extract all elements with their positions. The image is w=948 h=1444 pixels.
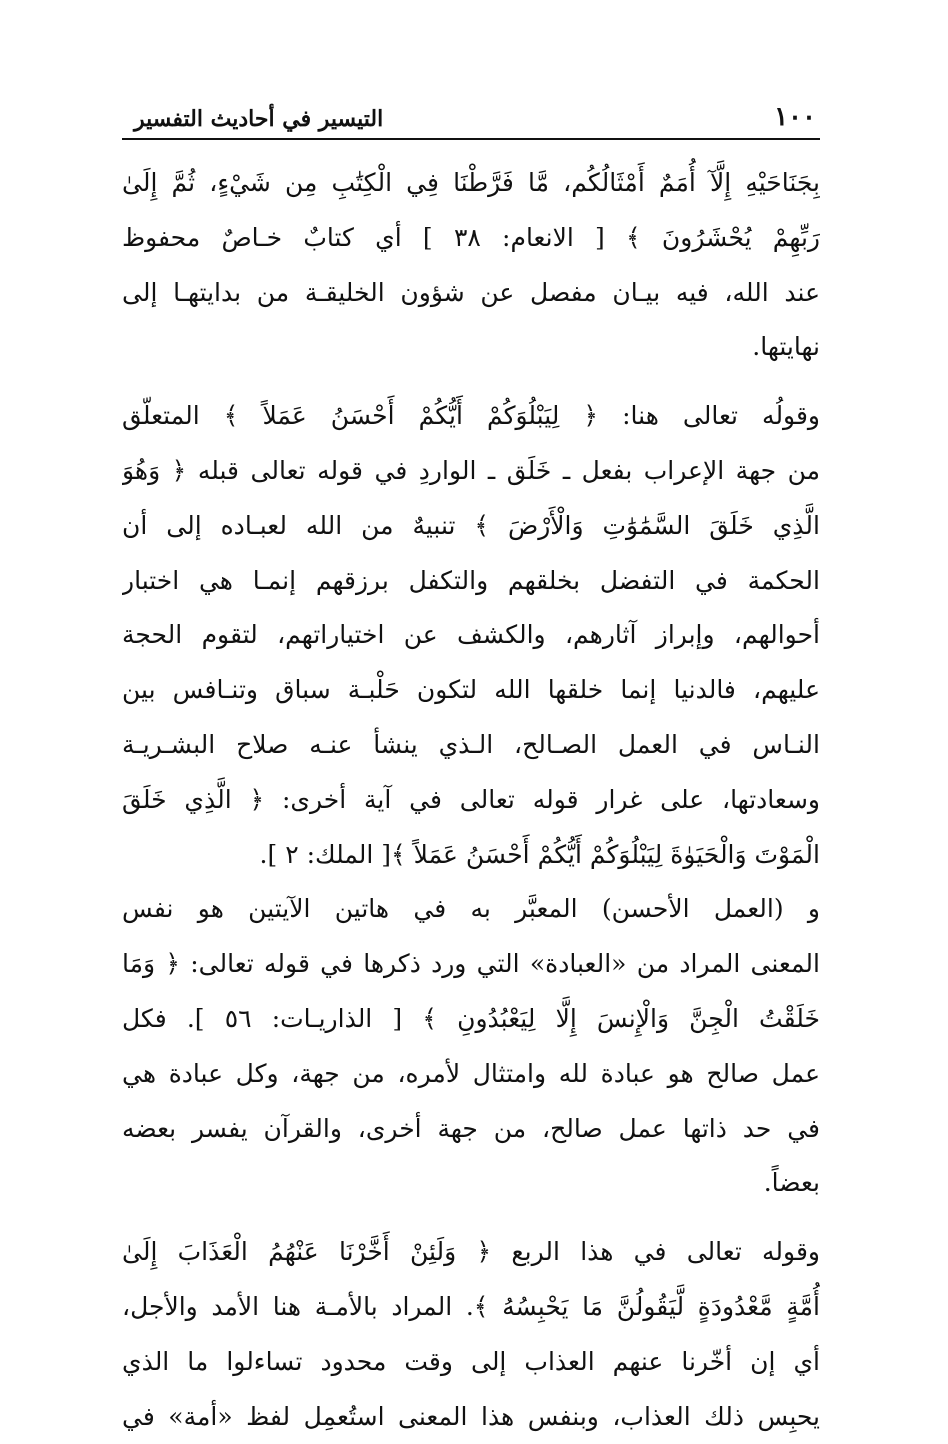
running-header [122,96,820,136]
paragraph-gap [122,375,820,389]
text-line: عند الله، فيه بيـان مفصل عن شؤون الخليقـة من بدايتهـا إلى [122,277,820,307]
text-line: نهايتها. [752,332,820,362]
text-line: بِجَنَاحَيْهِ إِلَّآ أُمَمٌ أَمْثَالُكُم، مَّا فَرَّطْنَا فِي الْكِتَٰبِ مِن شَيْءٍ، ثُمَّ إِلَىٰ [122,168,820,197]
text-line: المعنى المراد من «العبادة» التي ورد ذكرها في قوله تعالى: ﴿ وَمَا [122,949,820,979]
text-line: الَّذِي خَلَقَ السَّمَٰوَٰتِ وَالْأَرْضَ ﴾ تنبيهٌ من الله لعبـاده إلى أن [122,510,820,540]
text-line: عليهم، فالدنيا إنما خلقها الله لتكون حَلْبـة سباق وتنـافس بين [122,675,820,705]
text-line: النـاس في العمل الصـالح، الـذي ينشأ عنـه صلاح البشـريـة [122,729,820,759]
text-line: خَلَقْتُ الْجِنَّ وَالْإِنسَ إِلَّا لِيَعْبُدُونِ ﴾ [ الذاريـات: ٥٦ ]. فكل [122,1003,820,1033]
text-line: وقوله تعالى في هذا الربع ﴿ وَلَئِنْ أَخَّرْنَا عَنْهُمُ الْعَذَابَ إِلَىٰ [122,1237,820,1267]
running-title: التيسير في أحاديث التفسير [134,106,384,132]
text-line: يحبِس ذلك العذاب، وبنفس هذا المعنى استُعمِل لفظ «أمة» في [122,1401,820,1431]
text-line: عمل صالح هو عبادة لله وامتثال لأمره، من جهة، وكل عبادة هي [122,1058,820,1088]
text-line: أُمَّةٍ مَّعْدُودَةٍ لَّيَقُولُنَّ مَا يَحْبِسُهُ ﴾. المراد بالأمـة هنا الأمد والأجل، [122,1291,820,1321]
text-line: الْمَوْتَ وَالْحَيَوٰةَ لِيَبْلُوَكُمْ أَيُّكُمْ أَحْسَنُ عَمَلاً ﴾[ الملك: ٢ ]. [259,839,820,869]
page-body [122,156,820,1444]
text-line: أي إن أخّرنا عنهم العذاب إلى وقت محدود تساءلوا ما الذي [122,1346,820,1376]
paragraph-gap [122,1211,820,1225]
text-line: الحكمة في التفضل بخلقهم والتكفل برزقهم إنمـا هي اختبار [122,565,820,595]
text-line: وقولُه تعالى هنا: ﴿ لِيَبْلُوَكُمْ أَيُّكُمْ أَحْسَنُ عَمَلاً ﴾ المتعلّق [122,401,820,431]
text-line: أحوالهم، وإبراز آثارهم، والكشف عن اختياراتهم، لتقوم الحجة [122,620,820,650]
text-line: وسعادتها، على غرار قوله تعالى في آية أخرى: ﴿ الَّذِي خَلَقَ [122,784,820,814]
text-line: بعضاً. [763,1168,820,1198]
text-line: رَبِّهِمْ يُحْشَرُونَ ﴾ [ الانعام: ٣٨ ] أي كتابٌ خـاصٌ محفوظ [122,222,820,252]
page-number: ١٠٠ [774,102,816,132]
text-line: و (العمل الأحسن) المعبَّر به في هاتين الآيتين هو نفس [122,894,820,924]
header-divider [122,138,820,140]
text-line: من جهة الإعراب بفعل ـ خَلَق ـ الواردِ في قوله تعالى قبله ﴿ وَهُوَ [122,455,820,485]
text-line: في حد ذاتها عمل صالح، من جهة أخرى، والقرآن يفسر بعضه [122,1113,820,1143]
